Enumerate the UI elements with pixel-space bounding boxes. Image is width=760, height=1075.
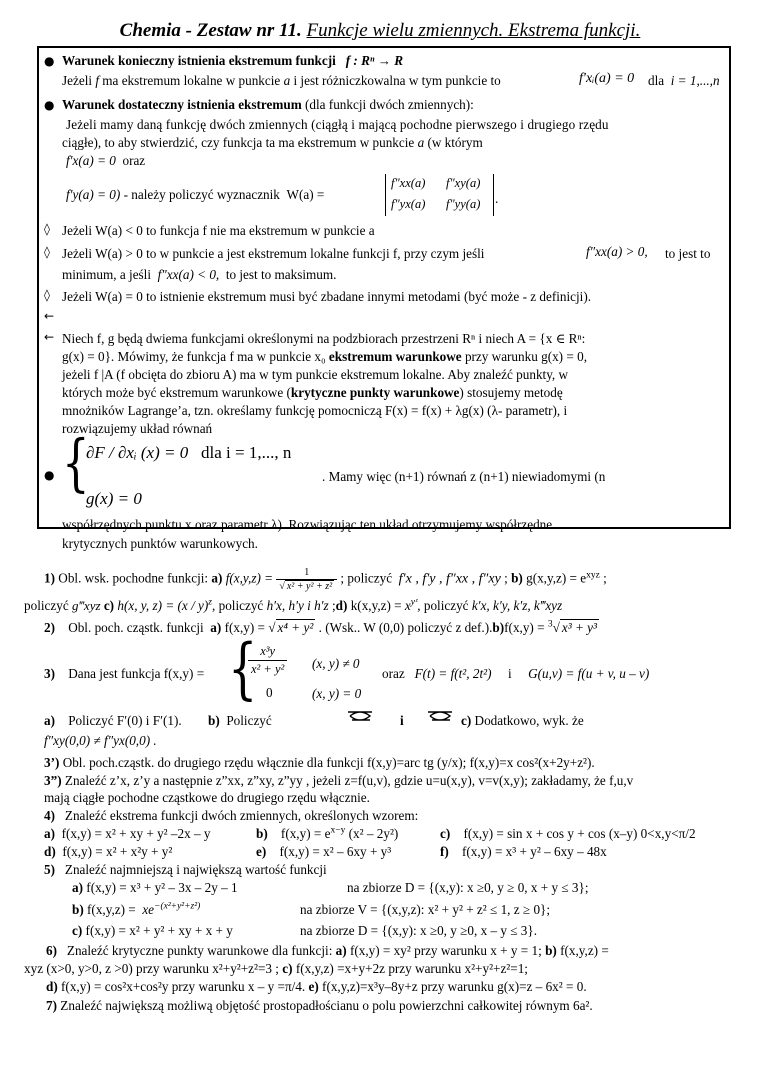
ex3pp-line-2: mają ciągłe pochodne cząstkowe do drugiego rzędu włącznie. — [44, 790, 370, 805]
box-formula-fxi: f′xᵢ(a) = 0 — [579, 71, 635, 86]
box-par-7: . Mamy więc (n+1) równań z (n+1) niewiadomymi (n — [322, 469, 606, 484]
system-eq-1: ∂F / ∂xᵢ (x) = 0 dla i = 1,..., n — [86, 443, 292, 462]
ex1-line-1: 1) Obl. wsk. pochodne funkcji: a) f(x,y,z) = $\frac{1}{\text{√ x² + y² + z²}}$ ; policzyć f′x , f′y , f″xx , f″xy ; b) $g(x,y,z) = e^{xyz}$ ; — [44, 567, 607, 593]
ex4-c: c) f(x,y) = sin x + cos y + cos (x–y) 0<x,y<π/2 — [440, 826, 696, 841]
ex5-b: b) $f(x,y,z) = xe^{-(x^2+y^2+z^2)}$ — [72, 901, 201, 917]
det-cell-yx: f″yx(a) — [391, 197, 426, 211]
ex5-c: c) f(x,y) = x² + y² + xy + x + y — [72, 923, 233, 938]
ex4-a: a) f(x,y) = x² + xy + y² –2x – y — [44, 826, 211, 841]
arrow-2: ← — [44, 330, 55, 344]
box-line-8: Jeżeli W(a) < 0 to funkcja f nie ma ekstremum w punkcie a — [62, 223, 375, 238]
diamond-3: ◊ — [44, 288, 50, 302]
bullet-2: ● — [44, 98, 55, 112]
title-underlined: Funkcje wielu zmiennych. Ekstrema funkcji. — [306, 20, 641, 41]
wronskian-determinant — [385, 174, 494, 216]
box-formula-fxx-pos: f″xx(a) > 0, — [586, 244, 648, 259]
ex4-d: d) f(x,y) = x² + x²y + y² — [44, 844, 173, 859]
ex5-head: 5) Znaleźć najmniejszą i największą wartość funkcji — [44, 862, 327, 877]
ex5-a-domain: na zbiorze D = {(x,y): x ≥0, y ≥ 0, x + y ≤ 3}; — [347, 880, 589, 895]
det-cell-yy: f″yy(a) — [446, 197, 481, 211]
ex6-line-1: 6) Znaleźć krytyczne punkty warunkowe dla funkcji: a) f(x,y) = xy² przy warunku x + y = 1; b) f(x,y,z) = — [46, 943, 609, 958]
ex7-line: 7) Znaleźć największą możliwą objętość prostopadłościanu o polu powierzchni całkowitej równym 6a². — [46, 998, 593, 1013]
box-par-5: mnożników Lagrange’a, tzn. określamy funkcję pomocniczą F(x) = f(x) + λg(x) (λ- parametr), i — [62, 403, 568, 418]
ex5-b-domain: na zbiorze V = {(x,y,z): x² + y² + z² ≤ 1, z ≥ 0}; — [300, 902, 551, 917]
ex6-line-2: xyz (x>0, y>0, z >0) przy warunku x²+y²+z²=3 ; c) f(x,y,z) =x+y+2z przy warunku x²+y²+z²=1; — [24, 961, 528, 976]
ex5-c-domain: na zbiorze D = {(x,y): x ≥0, y ≥0, x – y ≤ 3}. — [300, 923, 538, 938]
box-line-1: Warunek konieczny istnienia ekstremum funkcji f : Rⁿ → R — [62, 53, 404, 68]
box-par-2: g(x) = 0}. Mówimy, że funkcja f ma w punkcie x₀ ekstremum warunkowe przy warunku g(x) = 0, — [62, 349, 587, 364]
ex3-and: i — [400, 713, 404, 728]
diamond-1: ◊ — [44, 222, 50, 236]
ex4-f: f) f(x,y) = x³ + y² – 6xy – 48x — [440, 844, 607, 859]
second-derivative-symbol-1 — [344, 706, 376, 726]
ex3-rest: oraz F(t) = f(t², 2t²) i G(u,v) = f(u + v, u – v) — [382, 666, 650, 681]
system-brace: { — [62, 426, 90, 499]
ex6-line-3: d) f(x,y) = cos²x+cos²y przy warunku x – y =π/4. e) f(x,y,z)=x³y–8y+z przy warunku g(x)=z – 6x² = 0. — [46, 979, 587, 994]
ex3-piece-1: $\frac{\text{x³y}}{\text{x² + y²}}$ — [248, 643, 287, 677]
box-line-5: ciągłe), to aby stwierdzić, czy funkcja ta ma ekstremum w punkcie a (w którym — [62, 135, 483, 150]
system-eq-2: g(x) = 0 — [86, 489, 142, 508]
box-line-3: Warunek dostateczny istnienia ekstremum (dla funkcji dwóch zmiennych): — [62, 97, 474, 112]
box-line-2: Jeżeli f ma ekstremum lokalne w punkcie a i jest różniczkowalna w tym punkcie to — [62, 73, 501, 88]
box-line-7: f′y(a) = 0) - należy policzyć wyznacznik W(a) = — [66, 187, 325, 202]
ex3-parts: a) Policzyć F′(0) i F′(1). b) Policzyć — [44, 713, 272, 728]
box-line-9: Jeżeli W(a) > 0 to w punkcie a jest ekstremum lokalne funkcji f, przy czym jeśli — [62, 246, 485, 261]
ex5-a: a) f(x,y) = x³ + y² – 3x – 2y – 1 — [72, 880, 238, 895]
ex2-line: 2) Obl. poch. cząstk. funkcji a) f(x,y) = √ x⁴ + y² . (Wsk.. W (0,0) policzyć z def.).b)f(x,y) = $^3$√ x³ + y³ — [44, 619, 597, 635]
box-line-9-end: to jest to — [665, 246, 711, 261]
box-par-8: współrzędnych punktu x oraz parametr λ). Rozwiązując ten układ otrzymujemy współrzędne — [62, 517, 553, 532]
ex1-line-2: policzyć g‴xyz c) h(x, y, z) = (x / y)$^z$, policzyć h′x, h′y i h′z ;d) $k(x,y,z) = x^{yᶻ}$, policzyć k′x, k′y, k′z, k‴xyz — [24, 597, 563, 613]
box-line-2-end: dla i = 1,...,n — [648, 73, 720, 88]
ex3-c: c) Dodatkowo, wyk. że — [461, 713, 584, 728]
arrow-1: ← — [44, 309, 55, 323]
ex3pp-line-1: 3”) Znaleźć z’x, z’y a następnie z”xx, z”xy, z”yy , jeżeli z=f(u,v), gdzie u=u(x,y), v=v(x,y); zakładamy, że f,u,v — [44, 773, 634, 788]
det-period: . — [495, 191, 499, 206]
second-derivative-symbol-2 — [424, 706, 456, 726]
ex3-cond-1: (x, y) ≠ 0 — [312, 656, 360, 671]
box-line-4: Jeżeli mamy daną funkcję dwóch zmiennych (ciągłą i mającą pochodne pierwszego i drugiego rzędu — [66, 117, 609, 132]
ex4-head: 4) Znaleźć ekstrema funkcji dwóch zmiennych, określonych wzorem: — [44, 808, 419, 823]
ex3-cond-2: (x, y) = 0 — [312, 686, 362, 701]
det-cell-xx: f″xx(a) — [391, 176, 426, 190]
ex3-brace: { — [228, 630, 258, 707]
det-cell-xy: f″xy(a) — [446, 176, 481, 190]
box-par-4: których może być ekstremum warunkowe (krytyczne punkty warunkowe) stosujemy metodę — [62, 385, 563, 400]
box-line-6: f′x(a) = 0 oraz — [66, 153, 146, 168]
bullet-1: ● — [44, 54, 55, 68]
ex3-label: 3) Dana jest funkcja f(x,y) = — [44, 666, 205, 681]
page-title — [0, 20, 760, 42]
ex4-e: e) f(x,y) = x² – 6xy + y³ — [256, 844, 392, 859]
title-bold: Chemia - Zestaw nr 11. — [119, 20, 302, 41]
box-line-10: minimum, a jeśli f″xx(a) < 0, to jest to maksimum. — [62, 267, 337, 282]
diamond-2: ◊ — [44, 245, 50, 259]
ex3-c-formula: f″xy(0,0) ≠ f″yx(0,0) . — [44, 733, 157, 748]
box-par-6: rozwiązujemy układ równań — [62, 421, 213, 436]
ex3-piece-2: 0 — [266, 685, 273, 700]
box-par-3: jeżeli f |A (f obcięta do zbioru A) ma w tym punkcie ekstremum lokalne. Aby znaleźć punkty, w — [62, 367, 569, 382]
bullet-3: ● — [44, 468, 55, 482]
ex3p-line: 3’) Obl. poch.cząstk. do drugiego rzędu włącznie dla funkcji f(x,y)=arc tg (y/x); f(x,y)=x cos²(x+2y+z²). — [44, 755, 595, 770]
box-line-11: Jeżeli W(a) = 0 to istnienie ekstremum musi być zbadane innymi metodami (być może - z definicji). — [62, 289, 592, 304]
box-par-9: krytycznych punktów warunkowych. — [62, 536, 258, 551]
box-par-1: Niech f, g będą dwiema funkcjami określonymi na podzbiorach przestrzeni Rⁿ i niech A = {x ∈ Rⁿ: — [62, 331, 586, 346]
ex4-b: b) $f(x,y) = e^{x-y}$ (x² – 2y²) — [256, 825, 399, 841]
ex1-fraction: $\frac{1}{\text{√ x² + y² + z²}}$ — [276, 566, 337, 593]
